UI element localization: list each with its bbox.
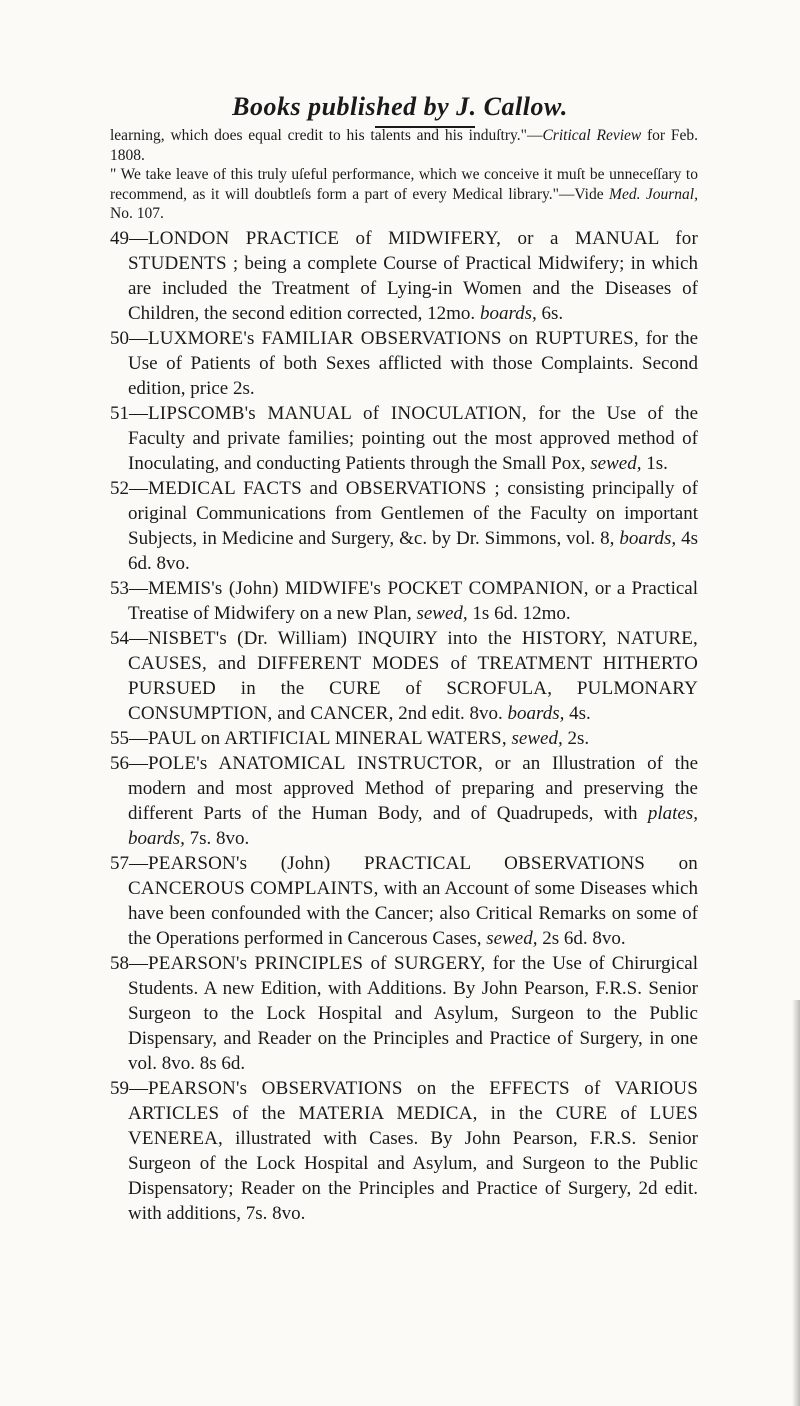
catalogue-entry: 53—MEMIS's (John) MIDWIFE's POCKET COMPANION, or a Practical Treatise of Midwifery on a new Plan, sewed, 1s 6d. 12mo. — [110, 577, 698, 624]
entry-body: for the Use of Patients of both Sexes afflicted with those Complaints. Second edition, price 2s. — [128, 327, 698, 399]
page-edge-shadow — [792, 1000, 800, 1406]
entry-binding: sewed, — [486, 927, 538, 949]
catalogue-entry: 57—PEARSON's (John) PRACTICAL OBSERVATIONS on CANCEROUS COMPLAINTS, with an Account of some Diseases which have been confounded with the Cancer; also Critical Remarks on some of the Operations performed in Cancerous Cases, sewed, 2s 6d. 8vo. — [110, 852, 698, 949]
entry-price: 4s 6d. 8vo. — [128, 527, 699, 574]
catalogue-entry: 55—PAUL on ARTIFICIAL MINERAL WATERS, sewed, 2s. — [110, 727, 590, 749]
entry-body: with an Account of some Diseases which have been confounded with the Cancer; also Critical Remarks on some of the Operations performed in Cancerous Cases, — [128, 877, 698, 949]
entry-price: 4s. — [569, 702, 591, 724]
entry-binding: boards, — [479, 302, 537, 324]
entry-title: NISBET's (Dr. William) INQUIRY into the HISTORY, NATURE, CAUSES, and DIFFERENT MODES of TREATMENT HITHERTO PURSUED in the CURE of SCROFULA, PULMONARY CONSUMPTION, and CANCER, — [128, 627, 698, 724]
entry-number: 58 — [110, 952, 129, 974]
entry-binding: sewed, — [416, 602, 468, 624]
entry-number: 59 — [110, 1077, 129, 1099]
entry-number: 56 — [110, 752, 129, 774]
entry-title: PEARSON's PRINCIPLES of SURGERY, — [148, 952, 486, 974]
entry-price: 7s. 8vo. — [189, 827, 250, 849]
entry-body: ; being a complete Course of Practical Midwifery; in which are included the Treatment of Lying-in Women and the Diseases of Children, the second edition corrected, 12mo. — [128, 252, 698, 324]
entry-price: 7s. 8vo. — [245, 1202, 306, 1224]
review-source: Med. Journal, — [609, 185, 698, 203]
entry-price: 8s 6d. — [199, 1052, 246, 1074]
catalogue-entry: 50—LUXMORE's FAMILIAR OBSERVATIONS on RUPTURES, for the Use of Patients of both Sexes afflicted with those Complaints. Second edition, price 2s. — [110, 327, 698, 399]
page-header: Books published by J. Callow. — [232, 92, 568, 121]
entry-title: MEMIS's (John) MIDWIFE's POCKET COMPANION, — [148, 577, 589, 599]
entry-body: or an Illustration of the modern and most approved Method of preparing and preserving the different Parts of the Human Body, and of Quadrupeds, with — [128, 752, 698, 824]
entry-price: 2s 6d. 8vo. — [542, 927, 626, 949]
entry-body: ; consisting principally of original Communications from Gentlemen of the Faculty on important Subjects, in Medicine and Surgery, &c. by Dr. Simmons, vol. 8, — [128, 477, 698, 549]
intro-line: learning, which does equal credit to his talents and his induſtry."—Critical Review for Feb. 1808. — [110, 127, 698, 164]
entry-title: LIPSCOMB's MANUAL of INOCULATION, — [148, 402, 527, 424]
catalogue-content — [110, 126, 698, 1226]
entry-body: or a Practical Treatise of Midwifery on a new Plan, — [128, 577, 698, 624]
entry-body: illustrated with Cases. By John Pearson, F.R.S. Senior Surgeon of the Lock Hospital and Asylum, and Surgeon to the Public Dispensatory; Reader on the Principles and Practice of Surgery, 2d edit. with additions, — [128, 1127, 699, 1224]
entry-title: MEDICAL FACTS and OBSERVATIONS — [148, 477, 487, 499]
entry-title: POLE's ANATOMICAL INSTRUCTOR, — [148, 752, 483, 774]
catalogue-entry: 54—NISBET's (Dr. William) INQUIRY into the HISTORY, NATURE, CAUSES, and DIFFERENT MODES of TREATMENT HITHERTO PURSUED in the CURE of SCROFULA, PULMONARY CONSUMPTION, and CANCER, 2nd edit. 8vo. boards, 4s. — [110, 627, 698, 724]
entry-price: 2s. — [567, 727, 590, 749]
entry-number: 55 — [110, 727, 129, 749]
entry-price: 6s. — [541, 302, 564, 324]
entry-binding: sewed, — [590, 452, 642, 474]
catalogue-entry: 59—PEARSON's OBSERVATIONS on the EFFECTS of VARIOUS ARTICLES of the MATERIA MEDICA, in the CURE of LUES VENEREA, illustrated with Cases. By John Pearson, F.R.S. Senior Surgeon of the Lock Hospital and Asylum, and Surgeon to the Public Dispensatory; Reader on the Principles and Practice of Surgery, 2d edit. with additions, 7s. 8vo. — [110, 1077, 699, 1224]
entry-number: 52 — [110, 477, 129, 499]
entry-body: for the Use of the Faculty and private families; pointing out the most approved method of Inoculating, and conducting Patients through the Small Pox, — [128, 402, 699, 474]
entry-number: 57 — [110, 852, 129, 874]
review-source: Critical Review — [542, 127, 642, 144]
entry-binding: boards, — [619, 527, 677, 549]
entry-number: 53 — [110, 577, 129, 599]
entry-binding: sewed, — [511, 727, 563, 749]
entry-body: for the Use of Chirurgical Students. A new Edition, with Additions. By John Pearson, F.R.S. Senior Surgeon to the Lock Hospital and Asylum, Surgeon to the Public Dispensary, and Reader on the Principles and Practice of Surgery, in one vol. 8vo. — [128, 952, 698, 1074]
entry-title: LUXMORE's FAMILIAR OBSERVATIONS on RUPTURES, — [148, 327, 639, 349]
entry-number: 49 — [110, 227, 129, 249]
entry-number: 54 — [110, 627, 129, 649]
entry-title: PEARSON's OBSERVATIONS on the EFFECTS of VARIOUS ARTICLES of the MATERIA MEDICA, in the CURE of LUES VENEREA, — [128, 1077, 698, 1149]
catalogue-entry: 49—LONDON PRACTICE of MIDWIFERY, or a MANUAL for STUDENTS ; being a complete Course of Practical Midwifery; in which are included the Treatment of Lying-in Women and the Diseases of Children, the second edition corrected, 12mo. boards, 6s. — [110, 227, 698, 324]
intro-line: " We take leave of this truly uſeful performance, which we conceive it muſt be unneceſſary to recommend, as it will doubtleſs form a part of every Medical library."—Vide Med. Journal, No. 107. — [110, 166, 698, 222]
catalogue-entry: 51—LIPSCOMB's MANUAL of INOCULATION, for the Use of the Faculty and private families; pointing out the most approved method of Inoculating, and conducting Patients through the Small Pox, sewed, 1s. — [110, 402, 699, 474]
entry-number: 51 — [110, 402, 129, 424]
entry-price: 1s 6d. 12mo. — [472, 602, 571, 624]
entry-title: LONDON PRACTICE of MIDWIFERY, or a MANUAL for STUDENTS — [128, 227, 698, 274]
entry-title: PEARSON's (John) PRACTICAL OBSERVATIONS on CANCEROUS COMPLAINTS, — [128, 852, 698, 899]
entry-binding: plates, boards, — [128, 802, 698, 849]
catalogue-entry: 58—PEARSON's PRINCIPLES of SURGERY, for the Use of Chirurgical Students. A new Edition, with Additions. By John Pearson, F.R.S. Senior Surgeon to the Lock Hospital and Asylum, Surgeon to the Public Dispensary, and Reader on the Principles and Practice of Surgery, in one vol. 8vo. 8s 6d. — [110, 952, 698, 1074]
catalogue-entry: 56—POLE's ANATOMICAL INSTRUCTOR, or an Illustration of the modern and most approved Method of preparing and preserving the different Parts of the Human Body, and of Quadrupeds, with plates, boards, 7s. 8vo. — [110, 752, 698, 849]
entry-number: 50 — [110, 327, 129, 349]
entry-body: 2nd edit. 8vo. — [398, 702, 503, 724]
entry-list — [110, 226, 698, 1226]
entry-title: PAUL on ARTIFICIAL MINERAL WATERS, — [148, 727, 507, 749]
entry-binding: boards, — [507, 702, 565, 724]
intro-text — [110, 126, 698, 224]
entry-price: 1s. — [646, 452, 668, 474]
catalogue-entry: 52—MEDICAL FACTS and OBSERVATIONS ; consisting principally of original Communications from Gentlemen of the Faculty on important Subjects, in Medicine and Surgery, &c. by Dr. Simmons, vol. 8, boards, 4s 6d. 8vo. — [110, 477, 699, 574]
